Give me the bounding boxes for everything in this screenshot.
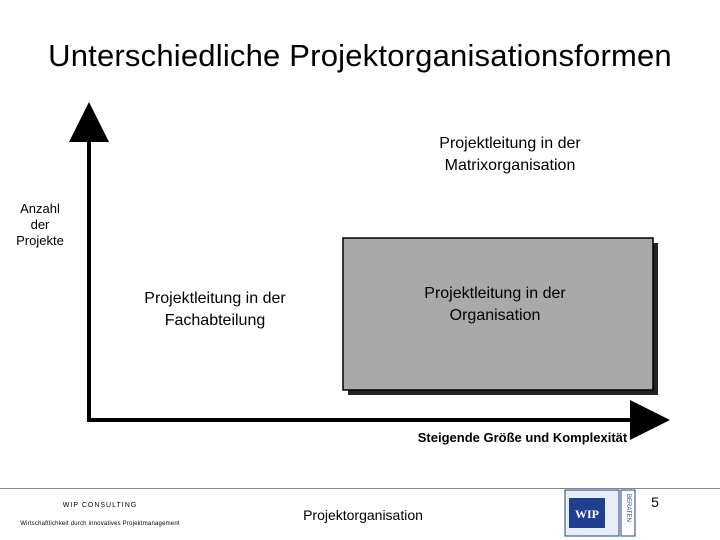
logo-text: WIP bbox=[575, 507, 599, 521]
y-axis-label: Anzahl der Projekte bbox=[16, 201, 64, 248]
wip-logo bbox=[563, 488, 639, 538]
fachabteilung-label: Projektleitung in der Fachabteilung bbox=[144, 290, 286, 329]
organisation-label: Projektleitung in der Organisation bbox=[424, 285, 566, 324]
slide-title: Unterschiedliche Projektorganisationsformen bbox=[48, 38, 672, 73]
matrix-organisation-label: Projektleitung in der Matrixorganisation bbox=[439, 135, 581, 174]
footer-company: WIP CONSULTING bbox=[62, 502, 138, 509]
footer-slogan: Wirtschaftlichkeit durch innovatives Projektmanagement bbox=[20, 521, 180, 527]
x-axis-label: Steigende Größe und Komplexität bbox=[417, 430, 628, 445]
logo-side-text: BERATEN bbox=[625, 494, 631, 522]
footer-topic: Projektorganisation bbox=[303, 507, 423, 523]
page-number: 5 bbox=[651, 494, 659, 510]
